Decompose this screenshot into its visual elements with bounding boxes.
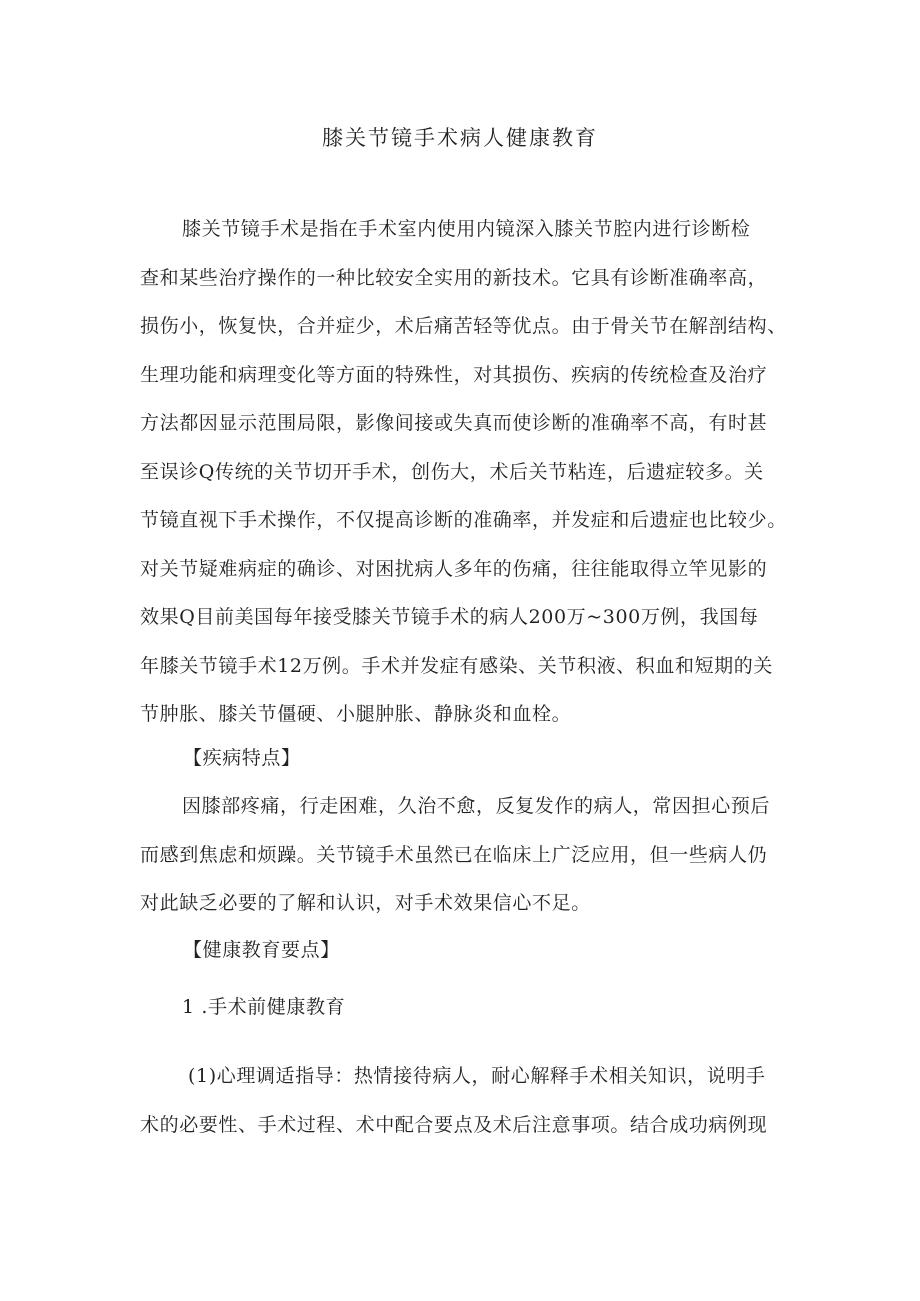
intro-line: 节镜直视下手术操作，不仅提高诊断的准确率，并发症和后遗症也比较少。 xyxy=(140,509,787,531)
features-line: 对此缺乏必要的了解和认识，对手术效果信心不足。 xyxy=(140,892,591,914)
intro-line: 年膝关节镜手术12万例。手术并发症有感染、关节积液、积血和短期的关 xyxy=(140,654,773,677)
preop-paragraph xyxy=(140,1052,788,1149)
features-line: 而感到焦虑和烦躁。关节镜手术虽然已在临床上广泛应用，但一些病人仍 xyxy=(140,843,768,866)
preop-line: 术的必要性、手术过程、术中配合要点及术后注意事项。结合成功病例现 xyxy=(140,1113,768,1136)
intro-line: 至误诊Q传统的关节切开手术，创伤大，术后关节粘连，后遗症较多。关 xyxy=(140,460,764,483)
intro-line: 效果Q目前美国每年接受膝关节镜手术的病人200万~300万例，我国每 xyxy=(140,606,759,628)
section-heading-features: 【疾病特点】 xyxy=(183,747,301,769)
intro-line: 方法都因显示范围局限，影像间接或失真而使诊断的准确率不高，有时甚 xyxy=(140,412,768,434)
features-paragraph xyxy=(140,782,788,928)
intro-line: 对关节疑难病症的确诊、对困扰病人多年的伤痛，往往能取得立竿见影的 xyxy=(140,557,768,580)
preop-line: (1)心理调适指导：热情接待病人，耐心解释手术相关知识，说明手 xyxy=(188,1065,766,1087)
section-heading-points: 【健康教育要点】 xyxy=(183,939,340,961)
intro-line: 生理功能和病理变化等方面的特殊性，对其损伤、疾病的传统检查及治疗 xyxy=(140,363,768,386)
page-title: 膝关节镜手术病人健康教育 xyxy=(322,126,598,150)
features-line: 因膝部疼痛，行走困难，久治不愈，反复发作的病人，常因担心预后 xyxy=(182,795,771,817)
intro-line: 节肿胀、膝关节僵硬、小腿肿胀、静脉炎和血栓。 xyxy=(140,703,572,725)
intro-paragraph xyxy=(140,205,788,739)
subsection-heading-preop: 1 .手术前健康教育 xyxy=(182,996,346,1018)
intro-line: 损伤小，恢复快，合并症少，术后痛苦轻等优点。由于骨关节在解剖结构、 xyxy=(140,315,787,337)
intro-line: 查和某些治疗操作的一种比较安全实用的新技术。它具有诊断准确率高， xyxy=(140,266,768,289)
intro-line: 膝关节镜手术是指在手术室内使用内镜深入膝关节腔内进行诊断检 xyxy=(182,218,751,240)
